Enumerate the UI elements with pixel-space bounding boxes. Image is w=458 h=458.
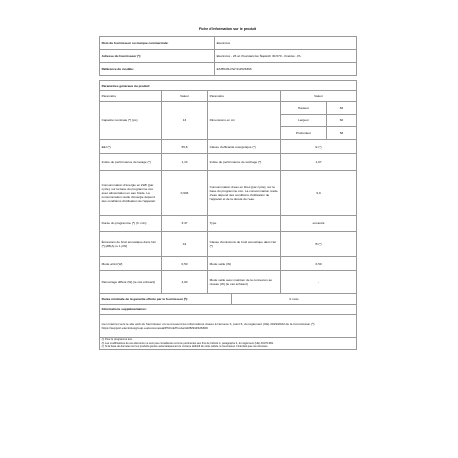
eei-label: EEI (ᵃ): [100, 139, 162, 154]
eei-row: [100, 139, 357, 154]
energy-consumption-label: Consommation d'énergie en kWh [par cycle], sur la base du programme éco avec alimentation en eau froide. La consommation réelle d'énergie dépend des conditions d'utilisation de l'appareil.: [100, 170, 162, 215]
height-label: Hauteur: [281, 101, 327, 114]
water-consumption-value: 9,9: [281, 170, 357, 215]
depth-value: 58: [327, 127, 357, 140]
model-reference-label: Référence du modèle:: [100, 63, 215, 76]
washing-index-value: 1,13: [162, 154, 208, 171]
type-value: encastré: [281, 215, 357, 232]
additional-info-heading: Informations supplémentaires:: [100, 304, 357, 315]
width-value: 60: [327, 114, 357, 127]
supplier-name-row: [100, 37, 357, 50]
delay-start-row: [100, 271, 357, 294]
warranty-value: 0 mois: [232, 293, 357, 304]
energy-consumption-value: 0,936: [162, 170, 208, 215]
noise-row: [100, 232, 357, 257]
performance-row: [100, 154, 357, 171]
dimensions-label: Dimensions en cm: [208, 101, 281, 139]
energy-class-label: Classe d'efficacité énergétique (ᵃ): [208, 139, 281, 154]
off-mode-value: 0,50: [162, 256, 208, 271]
type-label: Type: [208, 215, 281, 232]
noise-emission-value: 44: [162, 232, 208, 257]
footnotes: [100, 337, 357, 349]
height-value: 82: [327, 101, 357, 114]
supplier-address-row: [100, 49, 357, 63]
capacity-label: Capacité nominale (ᵃ) (ps): [100, 101, 162, 139]
supplier-address-value: Electrolux - 26 al. Powstańców Śląskich 30-570 - Kraków - PL: [215, 49, 357, 63]
eei-value: 55,8: [162, 139, 208, 154]
model-reference-value: ESI5543LOW 911526366: [215, 63, 357, 76]
depth-label: Profondeur: [281, 127, 327, 140]
additional-info-text: Lien internet vers le site web du fournisseur où se trouvent les informations visées à l'annexe II, point 6, du règlement (UE) 2019/2022 de la Commission (ᵇ): https://support.electroluxgroup.eu/ecorenewal/PfizInk/ProductsDB/911526366: [100, 315, 357, 338]
footnote-b: (ᵇ) Les modifications de ces éléments ne sont pas considérées comme pertinentes aux fins de l'article 4, paragraphe 4, du règlement (UE) 2017/1369.: [101, 341, 274, 345]
warranty-label: Durée minimale de la garantie offerte par le fournisseur (ᵇ):: [100, 293, 232, 304]
delay-start-value: 4,00: [162, 271, 208, 294]
program-duration-value: 3:47: [162, 215, 208, 232]
supplier-name-label: Nom du fournisseur ou marque commerciale:: [100, 37, 215, 50]
sheet-title: Fiche d'information sur le produit: [198, 27, 257, 31]
footnote-a: (ᵃ) Pour le programme éco.: [101, 338, 133, 342]
washing-index-label: Indice de performance de lavage (ᵃ): [100, 154, 162, 171]
networked-standby-label: Mode veille avec maintien de la connexion au réseau (W) (le cas échéant): [208, 271, 281, 294]
drying-index-value: 1,07: [281, 154, 357, 171]
noise-emission-label: Émissions de bruit acoustique dans l'air (ᵃ) [dB(A) re 1 pW]: [100, 232, 162, 257]
supplier-table: [99, 36, 357, 76]
warranty-row: [100, 293, 357, 304]
width-label: Largeur: [281, 114, 327, 127]
supplier-name-value: Electrolux: [215, 37, 357, 50]
drying-index-label: Indice de performance de séchage (ᵃ): [208, 154, 281, 171]
col-header-param: Paramètre: [100, 91, 162, 102]
capacity-row: [100, 101, 357, 114]
networked-standby-value: -: [281, 271, 357, 294]
standby-mode-value: 0,50: [281, 256, 357, 271]
header-row: [100, 91, 357, 102]
program-duration-label: Durée du programme (ᵃ) (h: min): [100, 215, 162, 232]
delay-start-label: Démarrage différé (W) (le cas échéant): [100, 271, 162, 294]
col-header-param-2: Paramètre: [208, 91, 281, 102]
duration-row: [100, 215, 357, 232]
general-parameters-heading: Paramètres généraux du produit:: [100, 80, 357, 91]
footnote-c: (ᶜ) Si la base de données sur les produits génère automatiquement le contenu définitif de cette cellule, le fournisseur n'introduit pas ces données.: [101, 345, 269, 349]
product-information-sheet: [99, 27, 356, 350]
noise-class-label: Classe d'émissions de bruit acoustique dans l'air (ᵃ): [208, 232, 281, 257]
water-consumption-label: Consommation d'eau en litres [par cycle], sur la base du programme éco. La consommation réelle d'eau dépend des conditions d'utilisation de l'appareil et de la dureté de l'eau.: [208, 170, 281, 215]
supplier-address-label: Adresse du fournisseur (¹):: [100, 49, 215, 63]
standby-mode-label: Mode veille (W): [208, 256, 281, 271]
consumption-row: [100, 170, 357, 215]
capacity-value: 13: [162, 101, 208, 139]
off-mode-label: Mode arrêt (W): [100, 256, 162, 271]
energy-class-value: E (ᶜ): [281, 139, 357, 154]
col-header-value-2: Valeur: [281, 91, 357, 102]
general-parameters-table: [99, 80, 357, 350]
power-modes-row: [100, 256, 357, 271]
col-header-value: Valeur: [162, 91, 208, 102]
noise-class-value: B (ᶜ): [281, 232, 357, 257]
model-reference-row: [100, 63, 357, 76]
